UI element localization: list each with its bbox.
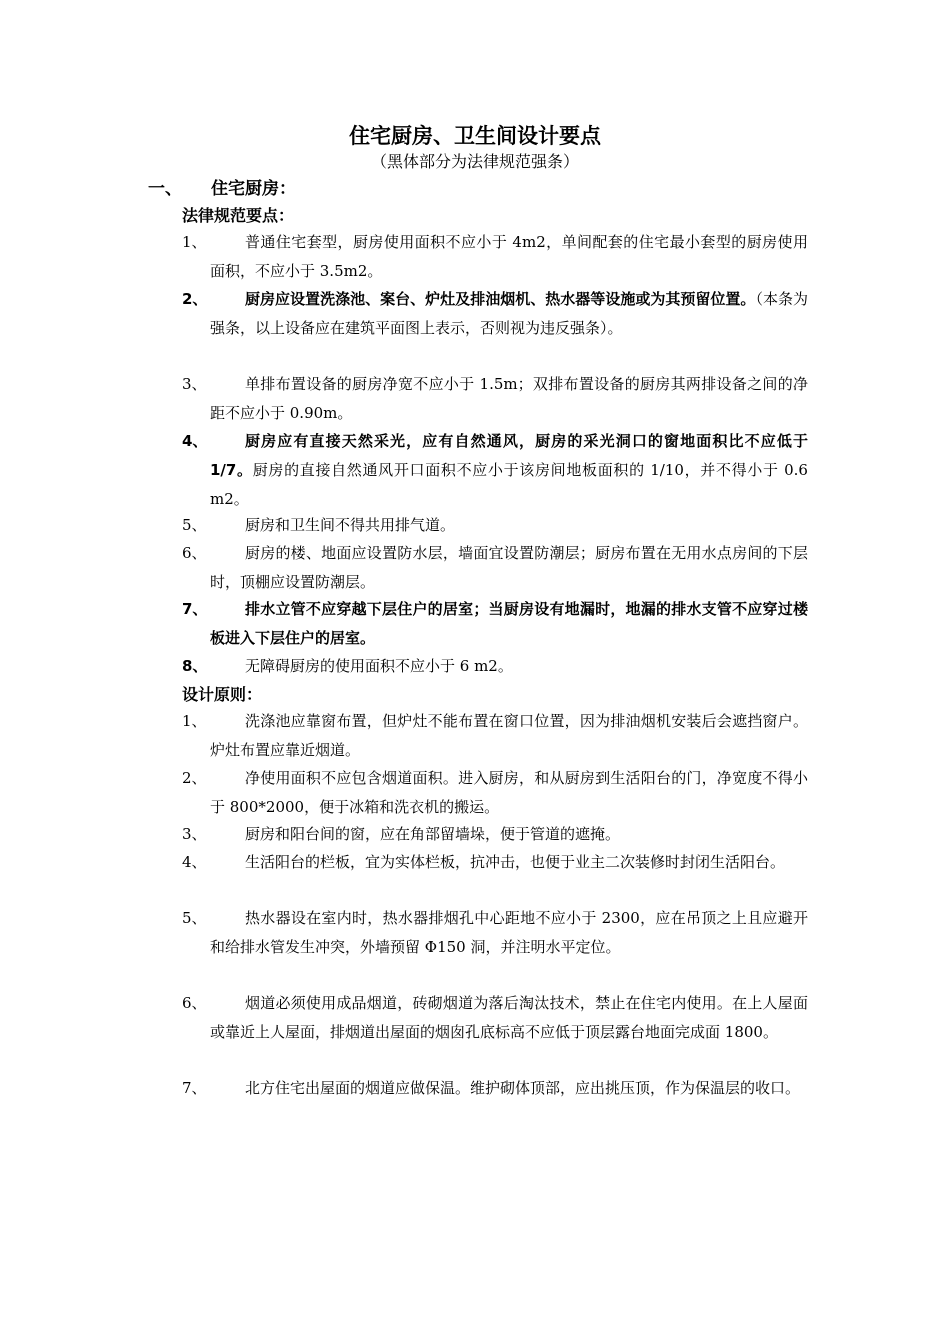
- list-item: [182, 989, 808, 1047]
- list-item: [182, 595, 808, 653]
- list-item: [182, 511, 808, 540]
- item-text: 净使用面积不应包含烟道面积。进入厨房，和从厨房到生活阳台的门，净宽度不得小于 800*2000，便于冰箱和洗衣机的搬运。: [210, 769, 808, 816]
- item-text: 厨房和卫生间不得共用排气道。: [245, 516, 456, 534]
- design-heading: 设计原则：: [182, 685, 263, 704]
- item-number: 5、: [182, 516, 207, 534]
- item-text: 北方住宅出屋面的烟道应做保温。维护砌体顶部，应出挑压顶，作为保温层的收口。: [245, 1079, 801, 1097]
- item-number: 6、: [182, 994, 207, 1012]
- item-text: 厨房的楼、地面应设置防水层，墙面宜设置防潮层；厨房布置在无用水点房间的下层时，顶棚应设置防潮层。: [210, 544, 808, 591]
- mandatory-clause: 厨房应有直接天然采光，应有自然通风，厨房的采光洞口的窗地面积比不应低于 1/7。: [210, 432, 808, 479]
- item-number: 1、: [182, 233, 207, 251]
- page-subtitle: （黑体部分为法律规范强条）: [370, 152, 579, 171]
- item-number: 8、: [182, 657, 208, 675]
- page-title: 住宅厨房、卫生间设计要点: [349, 124, 601, 148]
- list-item: [182, 228, 808, 286]
- item-number: 1、: [182, 712, 207, 730]
- item-number: 7、: [182, 1079, 207, 1097]
- list-item: [182, 707, 808, 765]
- item-text: 热水器设在室内时，热水器排烟孔中心距地不应小于 2300，应在吊顶之上且应避开和给排水管发生冲突，外墙预留 Φ150 洞，并注明水平定位。: [210, 909, 808, 956]
- item-number: 5、: [182, 909, 207, 927]
- item-text: 烟道必须使用成品烟道，砖砌烟道为落后淘汰技术，禁止在住宅内使用。在上人屋面或靠近上人屋面，排烟道出屋面的烟囱孔底标高不应低于顶层露台地面完成面 1800。: [210, 994, 808, 1041]
- item-number: 3、: [182, 375, 207, 393]
- list-item: [182, 539, 808, 597]
- list-item: [182, 848, 808, 877]
- mandatory-clause: 厨房应设置洗涤池、案台、炉灶及排油烟机、热水器等设施或为其预留位置。: [245, 290, 756, 308]
- item-number: 4、: [182, 853, 207, 871]
- list-item: [182, 1074, 808, 1103]
- item-number: 7、: [182, 600, 208, 618]
- list-item: [182, 904, 808, 962]
- mandatory-clause: 排水立管不应穿越下层住户的居室；当厨房设有地漏时，地漏的排水支管不应穿过楼板进入下层住户的居室。: [210, 600, 808, 647]
- item-number: 3、: [182, 825, 207, 843]
- item-text: 无障碍厨房的使用面积不应小于 6 m2。: [245, 657, 513, 675]
- item-number: 2、: [182, 290, 208, 308]
- item-number: 2、: [182, 769, 207, 787]
- list-item: [182, 427, 808, 514]
- section-title: 住宅厨房：: [211, 179, 296, 199]
- list-item: [182, 370, 808, 428]
- item-text: 单排布置设备的厨房净宽不应小于 1.5m；双排布置设备的厨房其两排设备之间的净距不应小于 0.90m。: [210, 375, 808, 422]
- list-item: [182, 820, 808, 849]
- item-text: 生活阳台的栏板，宜为实体栏板，抗冲击，也便于业主二次装修时封闭生活阳台。: [245, 853, 786, 871]
- list-item: [182, 285, 808, 343]
- item-number: 6、: [182, 544, 207, 562]
- list-item: [182, 652, 808, 681]
- section-number: 一、: [148, 179, 182, 199]
- item-text: 厨房应设置洗涤池、案台、炉灶及排油烟机、热水器等设施或为其预留位置。（本条为强条，以上设备应在建筑平面图上表示，否则视为违反强条）。: [210, 290, 808, 337]
- item-text: 厨房应有直接天然采光，应有自然通风，厨房的采光洞口的窗地面积比不应低于 1/7。厨房的直接自然通风开口面积不应小于该房间地板面积的 1/10，并不得小于 0.6 m2。: [210, 432, 808, 508]
- item-text: [210, 595, 808, 653]
- item-text: 厨房和阳台间的窗，应在角部留墙垛，便于管道的遮掩。: [245, 825, 621, 843]
- item-text: 洗涤池应靠窗布置，但炉灶不能布置在窗口位置，因为排油烟机安装后会遮挡窗户。炉灶布置应靠近烟道。: [210, 712, 808, 759]
- item-number: 4、: [182, 432, 208, 450]
- legal-heading: 法律规范要点：: [182, 206, 295, 225]
- list-item: [182, 764, 808, 822]
- item-text: 普通住宅套型，厨房使用面积不应小于 4m2，单间配套的住宅最小套型的厨房使用面积，不应小于 3.5m2。: [210, 233, 808, 280]
